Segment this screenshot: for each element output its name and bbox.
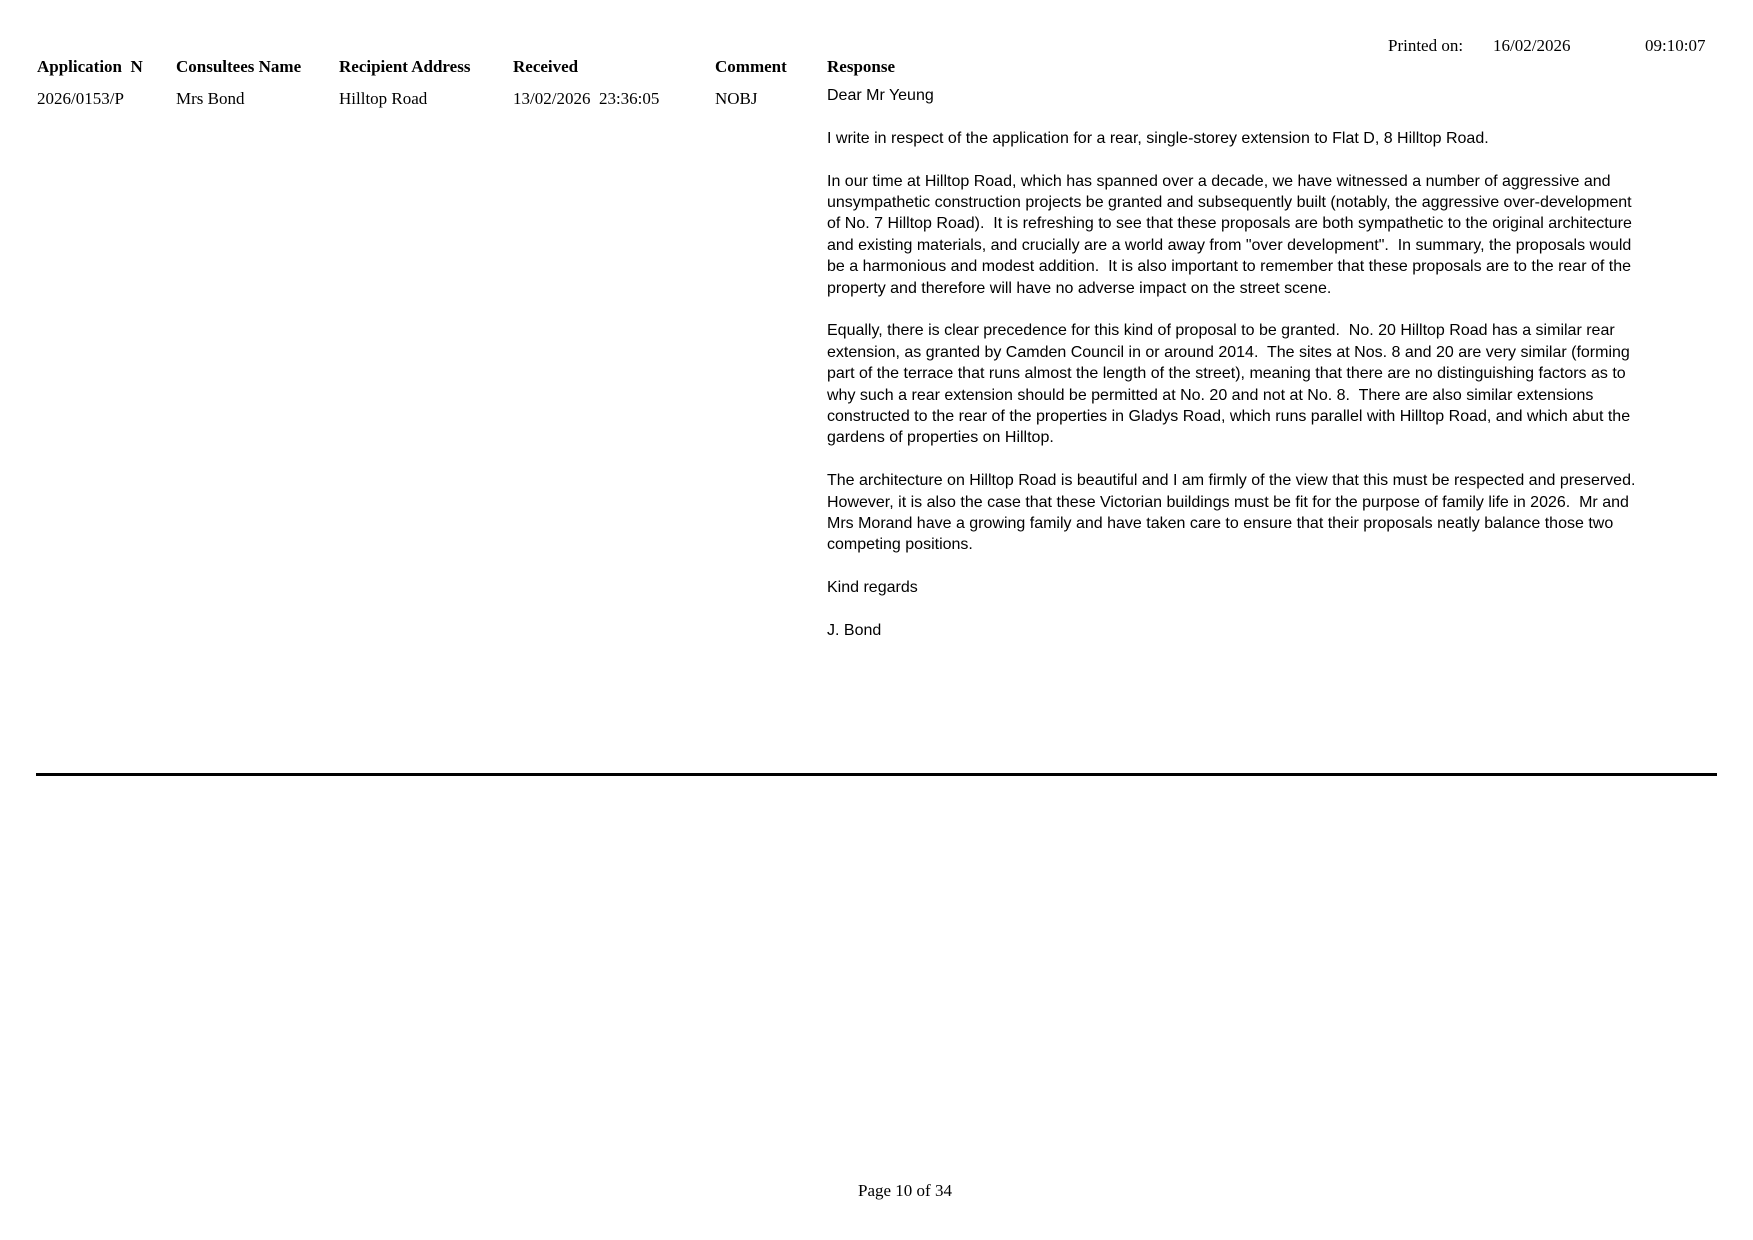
cell-received: 13/02/2026 23:36:05 — [513, 89, 660, 108]
response-signoff: Kind regards — [827, 579, 918, 597]
response-paragraph: The architecture on Hilltop Road is beautiful and I am firmly of the view that this must be respected and preserved. However, it is also the case that these Victorian buildings must be fit for the purpose of family life in 2026. Mr and Mrs Morand have a growing family and have taken care to ensure that their proposals neatly balance those two competing positions. — [827, 472, 1645, 554]
column-header-received: Received — [513, 57, 579, 76]
cell-recipient-address: Hilltop Road — [339, 89, 428, 108]
cell-application-no: 2026/0153/P — [37, 89, 124, 108]
response-paragraph: In our time at Hilltop Road, which has spanned over a decade, we have witnessed a number of aggressive and unsympathetic construction projects be granted and subsequently built (notably, the aggressive over-development of No. 7 Hilltop Road). It is refreshing to see that these proposals are both sympathetic to the original architecture and existing materials, and crucially are a world away from "over development". In summary, the proposals would be a harmonious and modest addition. It is also important to remember that these proposals are to the rear of the property and therefore will have no adverse impact on the street scene. — [827, 172, 1637, 297]
response-text — [827, 85, 1645, 641]
record-divider-line — [36, 773, 1717, 776]
response-signature: J. Bond — [827, 622, 882, 640]
response-paragraph: I write in respect of the application for a rear, single-storey extension to Flat D, 8 Hilltop Road. — [827, 129, 1489, 147]
column-header-recipient-address: Recipient Address — [339, 57, 471, 76]
page-number: Page 10 of 34 — [858, 1181, 952, 1200]
printed-on-date: 16/02/2026 — [1493, 36, 1571, 55]
column-header-consultees-name: Consultees Name — [176, 57, 302, 76]
column-header-application-no: Application N — [37, 57, 143, 76]
cell-comment: NOBJ — [715, 89, 758, 108]
response-greeting: Dear Mr Yeung — [827, 87, 934, 104]
response-paragraph: Equally, there is clear precedence for this kind of proposal to be granted. No. 20 Hilltop Road has a similar rear extension, as granted by Camden Council in or around 2014. The sites at Nos. 8 and 20 are very similar (forming part of the terrace that runs almost the length of the street), meaning that there are no distinguishing factors as to why such a rear extension should be permitted at No. 20 and not at No. 8. There are also similar extensions constructed to the rear of the properties in Gladys Road, which runs parallel with Hilltop Road, and which abut the gardens of properties on Hilltop. — [827, 322, 1635, 447]
cell-consultees-name: Mrs Bond — [176, 89, 245, 108]
printed-on-time: 09:10:07 — [1645, 36, 1706, 55]
column-header-response: Response — [827, 57, 896, 76]
column-header-comment: Comment — [715, 57, 787, 76]
printed-on-label: Printed on: — [1388, 36, 1464, 55]
